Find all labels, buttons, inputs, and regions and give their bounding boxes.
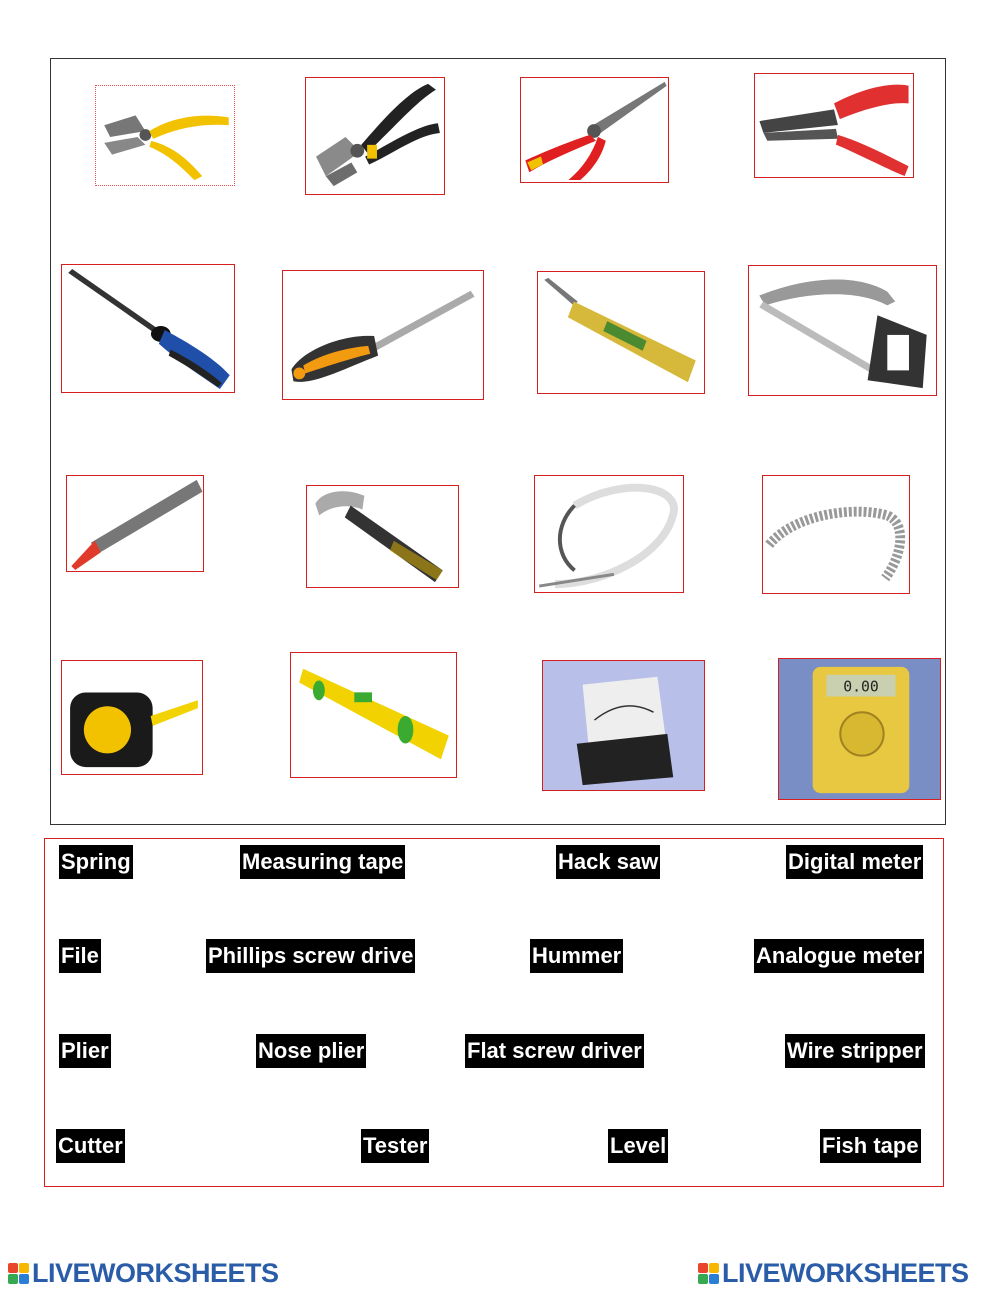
word-label-digital-meter[interactable]: Digital meter bbox=[786, 845, 923, 879]
measuring-tape-image bbox=[61, 660, 203, 775]
hammer-image bbox=[306, 485, 459, 588]
word-label-plier[interactable]: Plier bbox=[59, 1034, 111, 1068]
word-label-hummer[interactable]: Hummer bbox=[530, 939, 623, 973]
level-image bbox=[290, 652, 457, 778]
word-bank bbox=[44, 838, 944, 1187]
word-label-file[interactable]: File bbox=[59, 939, 101, 973]
flat-screwdriver-image bbox=[61, 264, 235, 393]
nose-plier-image bbox=[520, 77, 669, 183]
wire-stripper-image bbox=[754, 73, 914, 178]
liveworksheets-logo-right[interactable] bbox=[698, 1258, 969, 1288]
spring-image bbox=[762, 475, 910, 594]
word-label-wire-stripper[interactable]: Wire stripper bbox=[785, 1034, 925, 1068]
cutter-pliers-image bbox=[95, 85, 235, 186]
logo-text: LIVEWORKSHEETS bbox=[32, 1257, 279, 1288]
word-label-tester[interactable]: Tester bbox=[361, 1129, 429, 1163]
logo-cubes-icon bbox=[8, 1263, 29, 1284]
digital-meter-image bbox=[778, 658, 941, 800]
word-label-hack-saw[interactable]: Hack saw bbox=[556, 845, 660, 879]
logo-text: LIVEWORKSHEETS bbox=[722, 1257, 969, 1288]
phillips-screwdriver-image bbox=[282, 270, 484, 400]
analogue-meter-image bbox=[542, 660, 705, 791]
tester-image bbox=[537, 271, 705, 394]
file-image bbox=[66, 475, 204, 572]
word-label-level[interactable]: Level bbox=[608, 1129, 668, 1163]
word-label-nose-plier[interactable]: Nose plier bbox=[256, 1034, 366, 1068]
fish-tape-image bbox=[534, 475, 684, 593]
word-label-fish-tape[interactable]: Fish tape bbox=[820, 1129, 921, 1163]
word-label-spring[interactable]: Spring bbox=[59, 845, 133, 879]
word-label-measuring-tape[interactable]: Measuring tape bbox=[240, 845, 405, 879]
word-label-phillips-screw-drive[interactable]: Phillips screw drive bbox=[206, 939, 415, 973]
word-label-cutter[interactable]: Cutter bbox=[56, 1129, 125, 1163]
word-label-analogue-meter[interactable]: Analogue meter bbox=[754, 939, 924, 973]
svg-text:0.00: 0.00 bbox=[843, 678, 879, 696]
liveworksheets-logo-left[interactable] bbox=[8, 1258, 279, 1288]
word-label-flat-screw-driver[interactable]: Flat screw driver bbox=[465, 1034, 644, 1068]
hacksaw-image bbox=[748, 265, 937, 396]
logo-cubes-icon bbox=[698, 1263, 719, 1284]
plier-image bbox=[305, 77, 445, 195]
